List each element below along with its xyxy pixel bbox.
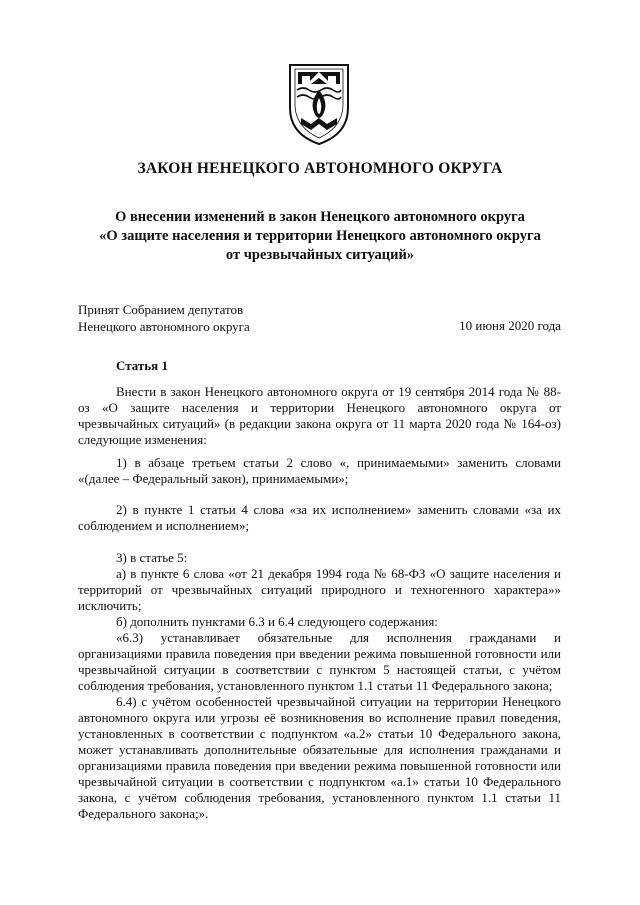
paragraph-text: б) дополнить пунктами 6.3 и 6.4 следующего содержания: (116, 614, 438, 629)
article-heading: Статья 1 (116, 358, 168, 373)
subtitle-line: О внесении изменений в закон Ненецкого автономного округа (115, 209, 525, 225)
subtitle-line: «О защите населения и территории Ненецкого автономного округа (99, 228, 541, 244)
document-subtitle (0, 208, 640, 265)
document-title: ЗАКОН НЕНЕЦКОГО АВТОНОМНОГО ОКРУГА (137, 160, 503, 177)
adopted-by-line: Принят Собранием депутатов (78, 302, 244, 317)
adoption-block (78, 302, 250, 335)
coat-of-arms-icon (287, 62, 351, 146)
paragraph-text: «6.3) устанавливает обязательные для исполнения гражданами и организациями правила поведения при введении режима повышенной готовности или чрезвычайной ситуации в соответствии с пунктом 5 настоящей статьи, с учётом соблюдения требования, установленного пунктом 1.1 статьи 11 Федерального закона; (78, 630, 561, 693)
adoption-date: 10 июня 2020 года (459, 318, 561, 333)
paragraph-text: 3) в статье 5: (116, 550, 188, 565)
adopted-by-line: Ненецкого автономного округа (78, 318, 250, 334)
paragraph-text: 1) в абзаце третьем статьи 2 слово «, принимаемыми» заменить словами «(далее – Федеральный закон), принимаемыми»; (78, 455, 561, 486)
paragraph-text: а) в пункте 6 слова «от 21 декабря 1994 года № 68-ФЗ «О защите населения и территорий от чрезвычайных ситуаций природного и техногенного характера»» исключить; (78, 566, 561, 613)
paragraph-1 (78, 455, 561, 487)
paragraph-text: 6.4) с учётом особенностей чрезвычайной ситуации на территории Ненецкого автономного округа или угрозы её возникновения во исполнение правил поведения, установленных в соответствии с подпунктом «а.2» статьи 10 Федерального закона, может устанавливать дополнительные обязательные для исполнения гражданами и организациями правила поведения при введении режима повышенной готовности или чрезвычайной ситуации в соответствии с подпунктом «а.1» статьи 10 Федерального закона, с учётом соблюдения требования, установленного пунктом 1.1 статьи 11 Федерального закона;». (78, 694, 561, 821)
paragraph-text: 2) в пункте 1 статьи 4 слова «за их исполнением» заменить словами «за их соблюдением и исполнением»; (78, 502, 561, 533)
paragraph-text: Внести в закон Ненецкого автономного округа от 19 сентября 2014 года № 88-оз «О защите населения и территории Ненецкого автономного округа от чрезвычайных ситуаций» (в редакции закона округа от 11 марта 2020 года № 164-оз) следующие изменения: (78, 384, 561, 447)
subtitle-line: от чрезвычайных ситуаций» (225, 247, 415, 263)
paragraph-group (78, 550, 561, 822)
paragraph-0 (78, 384, 561, 448)
paragraph-2 (78, 502, 561, 534)
